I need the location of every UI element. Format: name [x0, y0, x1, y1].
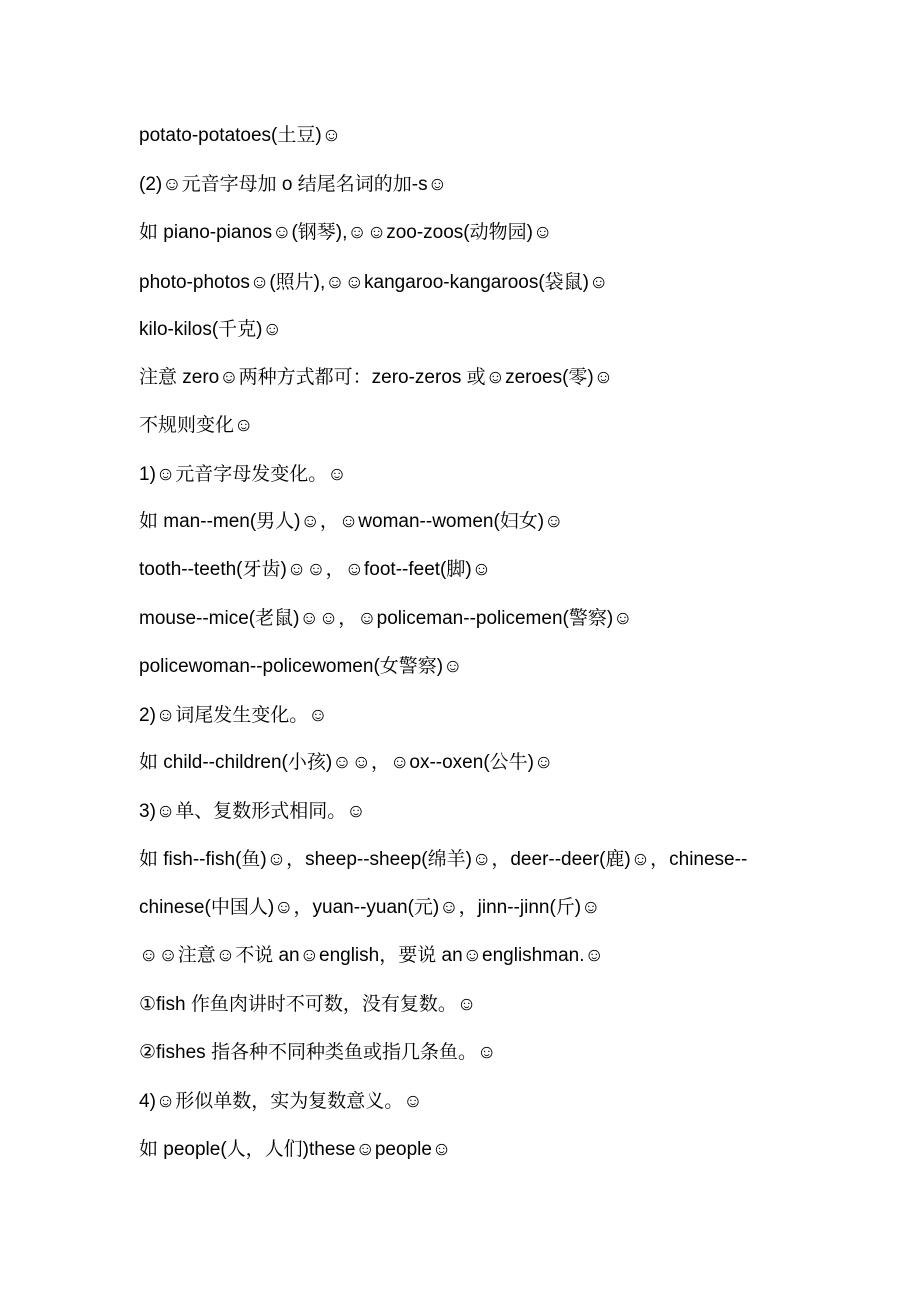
text-line: 注意 zero☺两种方式都可：zero-zeros 或☺zeroes(零)☺	[139, 367, 614, 388]
text-line: 如 man--men(男人)☺，☺woman--women(妇女)☺	[139, 511, 564, 532]
text-line: 如 piano-pianos☺(钢琴),☺☺zoo-zoos(动物园)☺	[139, 222, 553, 243]
text-line: tooth--teeth(牙齿)☺☺，☺foot--feet(脚)☺	[139, 559, 492, 580]
text-line: ☺☺注意☺不说 an☺english，要说 an☺englishman.☺	[139, 945, 604, 966]
text-line: 如 people(人，人们)these☺people☺	[139, 1139, 452, 1160]
text-line: ②fishes 指各种不同种类鱼或指几条鱼。☺	[139, 1042, 497, 1063]
text-line: 如 fish--fish(鱼)☺，sheep--sheep(绵羊)☺，deer--deer(鹿)☺，chinese--	[139, 849, 748, 870]
text-line: potato-potatoes(土豆)☺	[139, 125, 342, 146]
text-line: (2)☺元音字母加 o 结尾名词的加-s☺	[139, 174, 447, 195]
text-line: 1)☺元音字母发变化。☺	[139, 464, 347, 485]
text-line: chinese(中国人)☺，yuan--yuan(元)☺，jinn--jinn(斤)☺	[139, 897, 601, 918]
text-line: mouse--mice(老鼠)☺☺，☺policeman--policemen(警察)☺	[139, 608, 633, 629]
text-line: 4)☺形似单数，实为复数意义。☺	[139, 1091, 423, 1112]
text-line: photo-photos☺(照片),☺☺kangaroo-kangaroos(袋鼠)☺	[139, 272, 609, 293]
text-line: policewoman--policewomen(女警察)☺	[139, 656, 463, 677]
text-line: 不规则变化☺	[139, 415, 254, 436]
text-line: 3)☺单、复数形式相同。☺	[139, 801, 366, 822]
text-line: kilo-kilos(千克)☺	[139, 319, 282, 340]
text-line: 2)☺词尾发生变化。☺	[139, 705, 328, 726]
text-line: 如 child--children(小孩)☺☺，☺ox--oxen(公牛)☺	[139, 752, 554, 773]
text-line: ①fish 作鱼肉讲时不可数，没有复数。☺	[139, 994, 477, 1015]
